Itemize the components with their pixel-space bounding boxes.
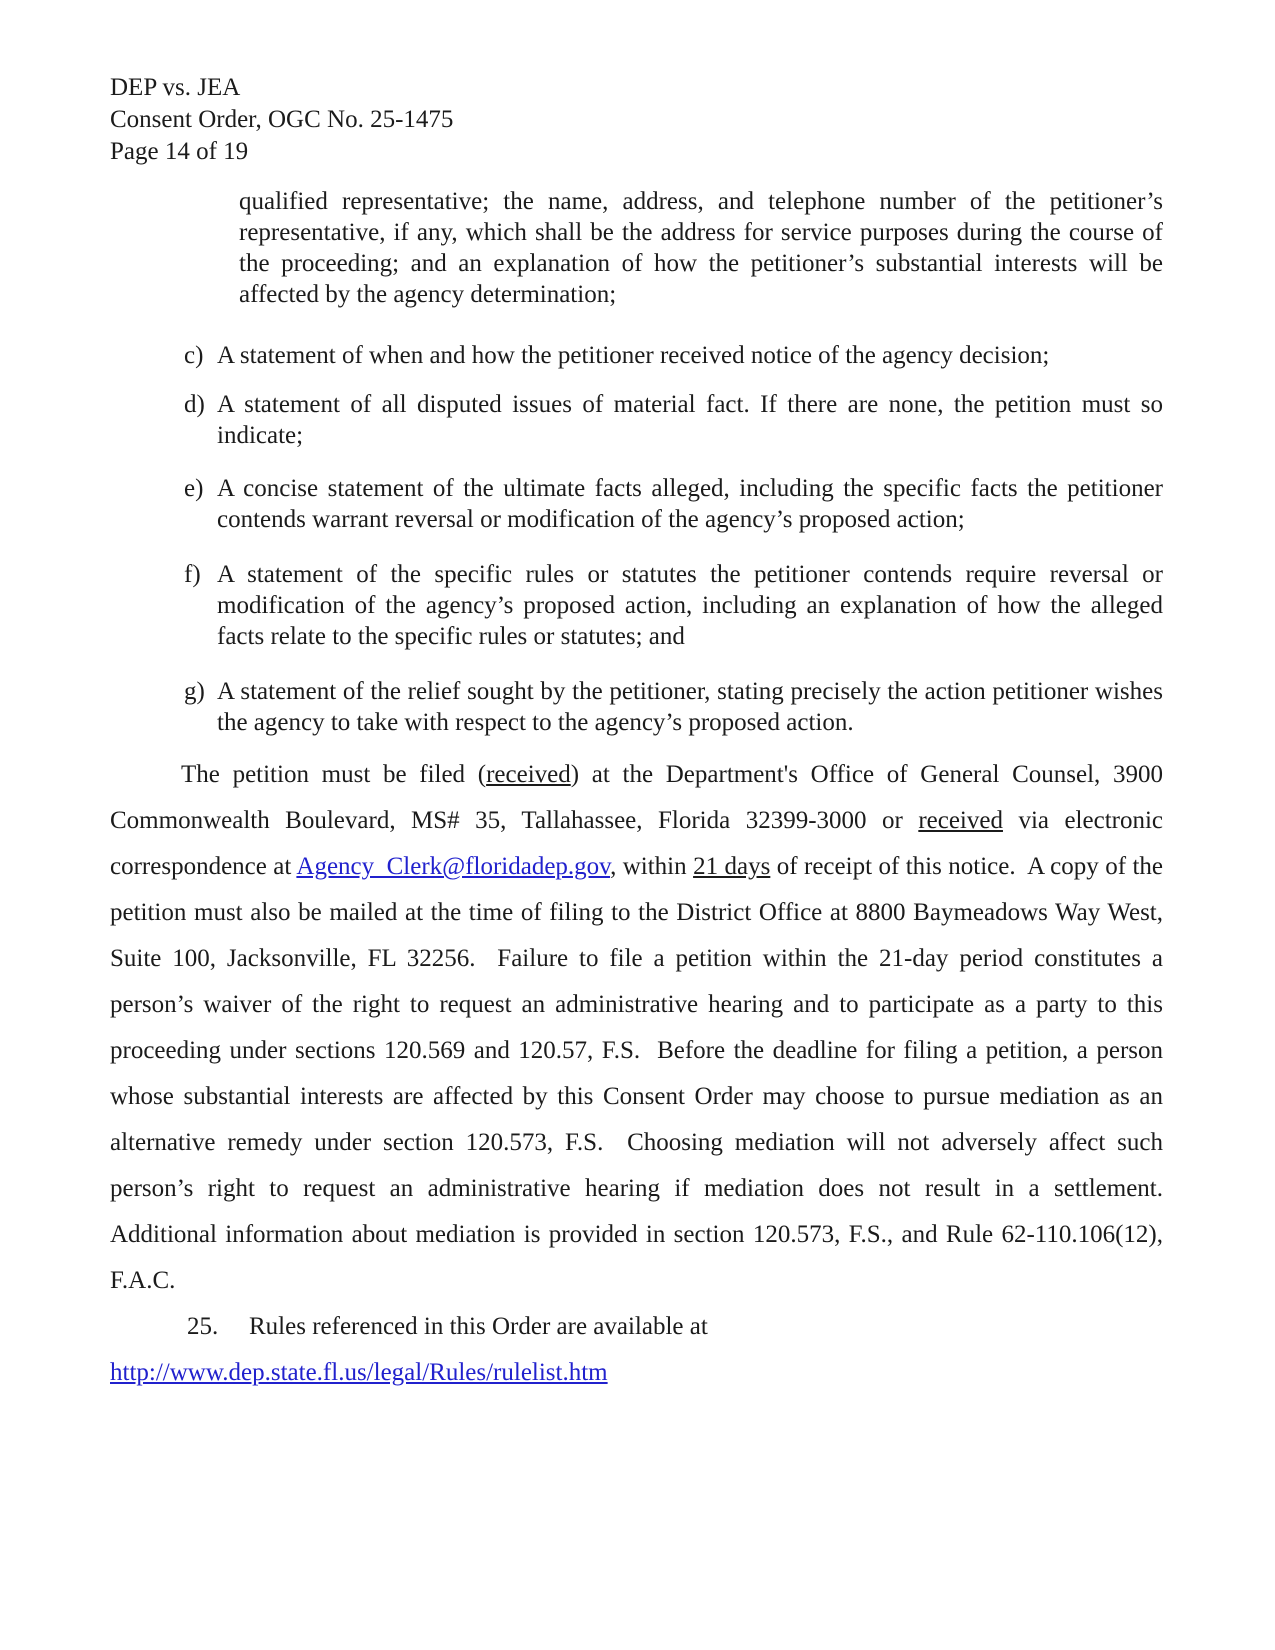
paragraph-item-b-continuation: qualified representative; the name, address, and telephone number of the petitioner’s representative, if any, which shall be the address for service purposes during the course of the proceeding; and an explanation of how the petitioner’s substantial interests will be affected by the agency determination; xyxy=(239,188,1163,308)
list-item-text: A statement of when and how the petitioner received notice of the agency decision; xyxy=(217,342,1050,369)
list-item-label: d) xyxy=(184,391,205,418)
paragraph-25 xyxy=(110,1304,1163,1350)
list-item xyxy=(184,559,1163,652)
text-segment: , within xyxy=(610,853,694,880)
petition-requirements-list xyxy=(110,340,1163,738)
list-item-label: g) xyxy=(184,678,205,705)
underlined-text: 21 days xyxy=(693,853,771,880)
paragraph-petition-filing xyxy=(110,752,1176,1304)
underlined-text: received xyxy=(918,807,1003,834)
underlined-text: received xyxy=(486,761,571,788)
text-segment: of receipt of this notice. A copy of the petition must also be mailed at the time of filing to the District Office at 8800 Baymeadows Way West, Suite 100, Jacksonville, FL 32256. Failure to file a petition within the 21-day period constitutes a person’s waiver of the right to request an administrative hearing and to participate as a party to this proceeding under sections 120.569 and 120.57, F.S. Before the deadline for filing a petition, a person whose substantial interests are affected by this Consent Order may choose to pursue mediation as an alternative remedy under section 120.573, F.S. Choosing mediation will not adversely affect such person’s right to request an administrative hearing if mediation does not result in a settlement. Additional information about mediation is provided in section 120.573, F.S., and Rule 62-110.106(12), F.A.C. xyxy=(110,853,1176,1294)
list-item-label: c) xyxy=(184,342,204,369)
paragraph-25-number: 25. xyxy=(187,1313,219,1340)
list-item-label: e) xyxy=(184,475,204,502)
list-item xyxy=(184,473,1163,535)
list-item xyxy=(184,340,1163,371)
text-segment: ) at the Department's Office of General Counsel, 3900 Commonwealth Boulevard, MS# 35, Tallahassee, Florida 32399-3000 or xyxy=(110,761,1170,834)
paragraph-25-text: Rules referenced in this Order are available at xyxy=(249,1313,708,1340)
list-item-text: A statement of the specific rules or statutes the petitioner contends require reversal or modification of the agency’s proposed action, including an explanation of how the alleged facts relate to the specific rules or statutes; and xyxy=(217,561,1163,650)
rules-url-link[interactable]: http://www.dep.state.fl.us/legal/Rules/rulelist.htm xyxy=(110,1359,608,1386)
list-item xyxy=(184,676,1163,738)
header-order-title: Consent Order, OGC No. 25-1475 xyxy=(110,106,454,133)
agency-clerk-email-link[interactable]: Agency_Clerk@floridadep.gov xyxy=(296,853,611,880)
list-item-label: f) xyxy=(184,561,201,588)
header-case-title: DEP vs. JEA xyxy=(110,74,241,101)
document-header xyxy=(110,72,1163,168)
text-segment: via electronic correspondence at xyxy=(110,807,1170,880)
text-segment: The petition must be filed ( xyxy=(181,761,487,788)
header-page-number: Page 14 of 19 xyxy=(110,138,249,165)
rules-url-line xyxy=(110,1350,1163,1396)
list-item-text: A statement of the relief sought by the petitioner, stating precisely the action petitioner wishes the agency to take with respect to the agency’s proposed action. xyxy=(217,678,1163,736)
list-item-text: A statement of all disputed issues of material fact. If there are none, the petition must so indicate; xyxy=(217,391,1163,449)
list-item-text: A concise statement of the ultimate facts alleged, including the specific facts the petitioner contends warrant reversal or modification of the agency’s proposed action; xyxy=(217,475,1163,533)
list-item xyxy=(184,389,1163,451)
